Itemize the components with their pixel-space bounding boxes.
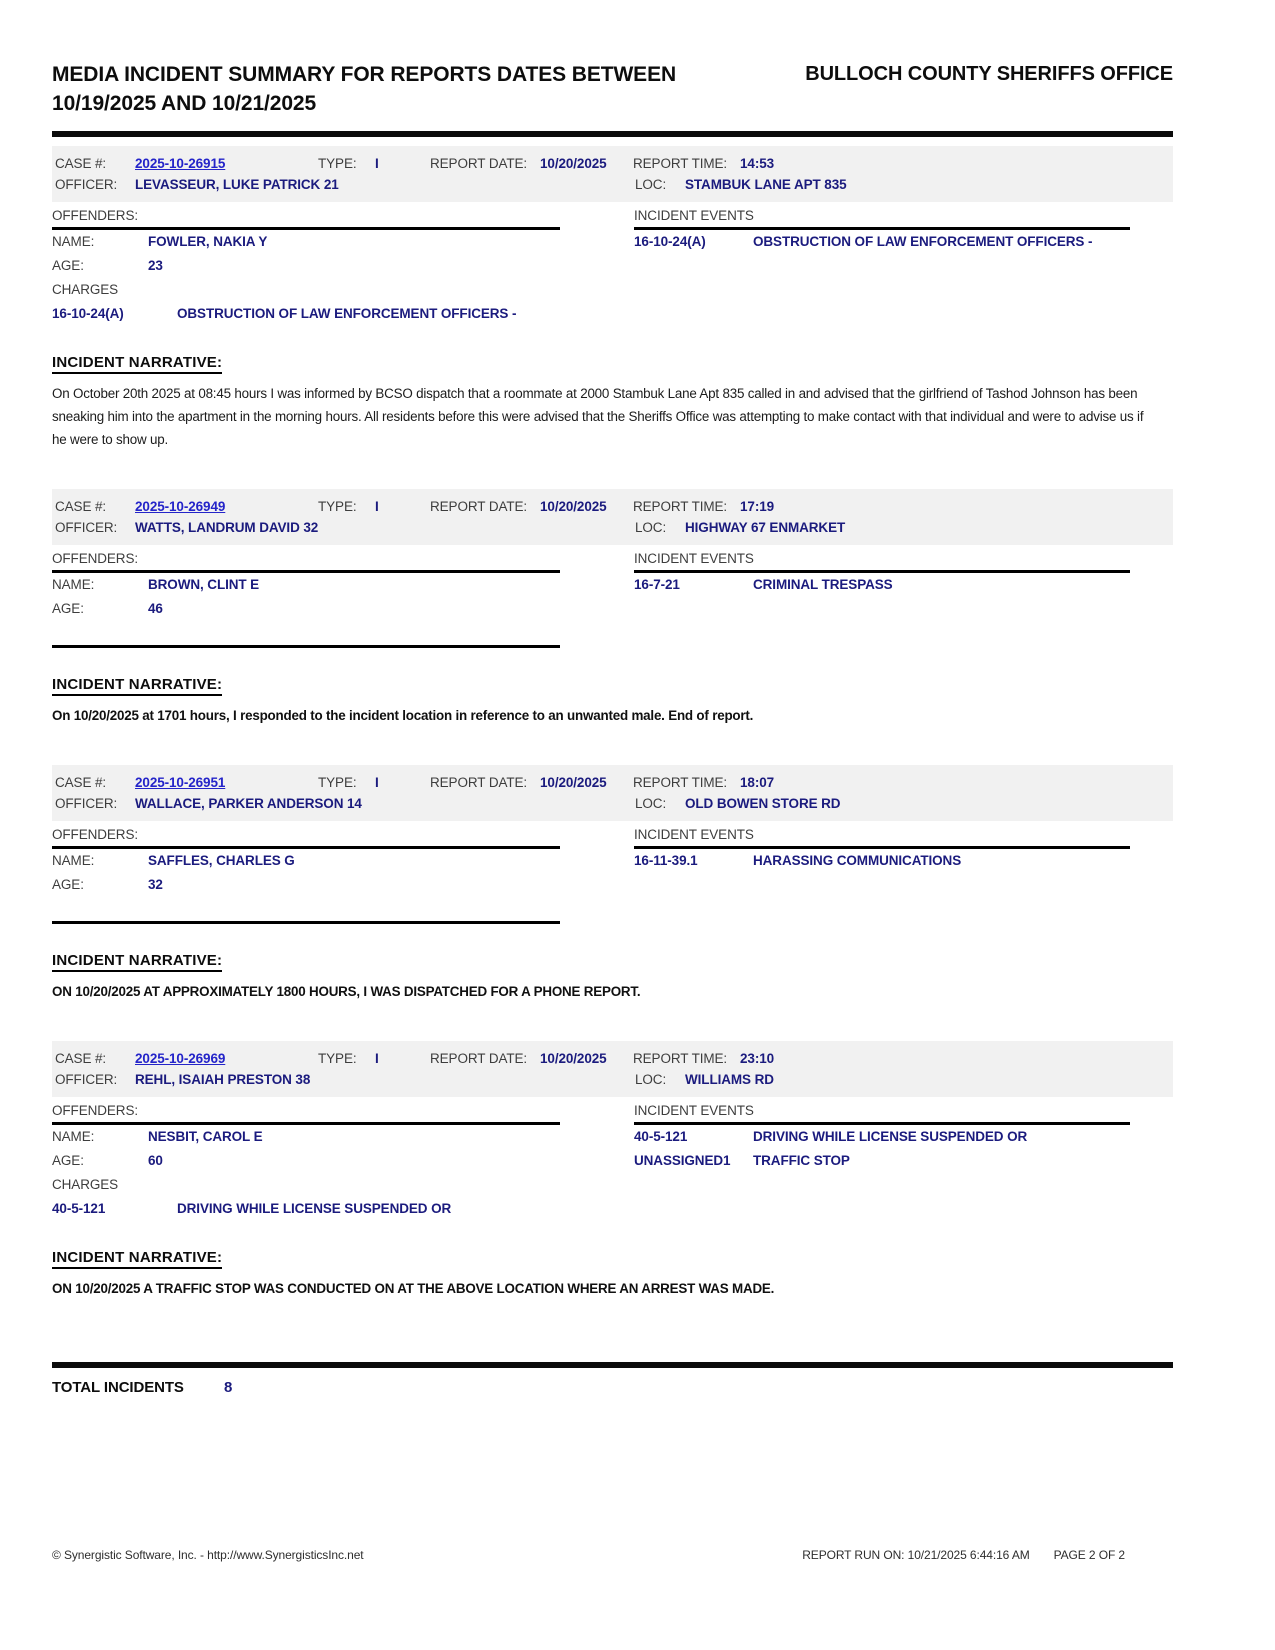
event-row [634,573,1173,597]
report-time-label: REPORT TIME: [633,156,728,171]
incident-block-3 [52,765,1173,1003]
offender-name-value: BROWN, CLINT E [148,577,260,592]
page-title: MEDIA INCIDENT SUMMARY FOR REPORTS DATES BETWEEN 10/19/2025 AND 10/21/2025 [52,63,677,115]
report-time-value: 17:19 [740,499,775,514]
total-incidents-row [52,1379,1173,1396]
type-value: I [375,156,379,171]
offender-name-row [52,1125,634,1149]
event-description: TRAFFIC STOP [753,1153,850,1168]
loc-value: WILLIAMS RD [685,1072,774,1087]
header-divider [52,131,1173,137]
offender-age-value: 23 [148,258,163,273]
offenders-column [52,1101,634,1221]
offender-name-row [52,230,634,254]
offenders-header: OFFENDERS: [52,551,139,566]
case-number-link[interactable]: 2025-10-26949 [135,499,226,514]
total-incidents-value: 8 [224,1379,233,1396]
event-description: HARASSING COMMUNICATIONS [753,853,962,868]
report-date-value: 10/20/2025 [540,1051,607,1066]
charge-code: 16-10-24(A) [52,306,124,321]
events-column [634,206,1173,326]
loc-label: LOC: [635,1072,667,1087]
report-date-value: 10/20/2025 [540,499,607,514]
report-time-value: 18:07 [740,775,775,790]
offender-age-row [52,597,634,621]
case-label: CASE #: [55,499,107,514]
charge-row [52,1197,634,1221]
officer-label: OFFICER: [55,520,118,535]
page-footer [52,1548,1125,1562]
incident-header-band [52,1041,1173,1097]
event-row [634,849,1173,873]
report-time-label: REPORT TIME: [633,499,728,514]
agency-title: BULLOCH COUNTY SHERIFFS OFFICE [805,63,1173,85]
type-label: TYPE: [318,1051,357,1066]
offender-age-label: AGE: [52,1153,84,1168]
report-date-value: 10/20/2025 [540,156,607,171]
event-code: UNASSIGNED1 [634,1153,731,1168]
narrative-text: ON 10/20/2025 AT APPROXIMATELY 1800 HOURS, I WAS DISPATCHED FOR A PHONE REPORT. [52,984,641,999]
case-number-link[interactable]: 2025-10-26951 [135,775,226,790]
charge-description: DRIVING WHILE LICENSE SUSPENDED OR [177,1201,452,1216]
incident-block-2 [52,489,1173,727]
offender-age-row [52,873,634,897]
type-value: I [375,1051,379,1066]
incident-header-band [52,765,1173,821]
type-label: TYPE: [318,499,357,514]
loc-label: LOC: [635,520,667,535]
incident-body [52,206,1173,326]
charge-code: 40-5-121 [52,1201,106,1216]
event-row [634,230,1173,254]
report-header [52,60,1173,118]
narrative-text: On October 20th 2025 at 08:45 hours I was informed by BCSO dispatch that a roommate at 2000 Stambuk Lane Apt 835 called in and advised that the girlfriend of Tashod Johnson has been sneaking him into the apartment in the morning hours. All residents before this were advised that the Sheriffs Office was attempting to make contact with that individual and were to advise us if he were to show up. [52,386,1144,447]
event-description: OBSTRUCTION OF LAW ENFORCEMENT OFFICERS - [753,234,1093,249]
event-code: 16-10-24(A) [634,234,706,249]
case-label: CASE #: [55,1051,107,1066]
offenders-column [52,549,634,648]
incident-header-row-1 [55,496,1165,517]
report-time-value: 14:53 [740,156,775,171]
type-label: TYPE: [318,156,357,171]
events-column [634,549,1173,648]
case-number-link[interactable]: 2025-10-26915 [135,156,226,171]
report-time-label: REPORT TIME: [633,775,728,790]
incident-body [52,825,1173,924]
incident-header-row-1 [55,153,1165,174]
offender-age-row [52,254,634,278]
incident-header-row-2 [55,793,1165,814]
event-row [634,1149,1173,1173]
case-label: CASE #: [55,775,107,790]
incident-header-row-2 [55,174,1165,195]
footer-page-number: PAGE 2 OF 2 [1053,1548,1125,1562]
loc-value: STAMBUK LANE APT 835 [685,177,847,192]
report-date-value: 10/20/2025 [540,775,607,790]
report-date-label: REPORT DATE: [430,499,528,514]
report-time-value: 23:10 [740,1051,775,1066]
offender-name-label: NAME: [52,577,95,592]
incident-block-4 [52,1041,1173,1300]
narrative-text: ON 10/20/2025 A TRAFFIC STOP WAS CONDUCTED ON AT THE ABOVE LOCATION WHERE AN ARREST WAS MADE. [52,1281,775,1296]
offender-name-value: FOWLER, NAKIA Y [148,234,268,249]
narrative-heading: INCIDENT NARRATIVE: [52,676,222,696]
offenders-header: OFFENDERS: [52,1103,139,1118]
narrative-text: On 10/20/2025 at 1701 hours, I responded to the incident location in reference to an unwanted male. End of report. [52,708,754,723]
total-divider [52,1362,1173,1368]
offenders-column [52,206,634,326]
incident-header-band [52,489,1173,545]
offenders-column [52,825,634,924]
offender-name-label: NAME: [52,234,95,249]
offender-age-label: AGE: [52,601,84,616]
events-column [634,1101,1173,1221]
event-code: 40-5-121 [634,1129,688,1144]
loc-label: LOC: [635,177,667,192]
charge-row [52,302,634,326]
incident-header-row-2 [55,517,1165,538]
officer-value: LEVASSEUR, LUKE PATRICK 21 [135,177,339,192]
offender-name-label: NAME: [52,1129,95,1144]
offenders-header: OFFENDERS: [52,208,139,223]
type-label: TYPE: [318,775,357,790]
offender-name-value: NESBIT, CAROL E [148,1129,263,1144]
offenders-header: OFFENDERS: [52,827,139,842]
event-code: 16-11-39.1 [634,853,698,868]
footer-copyright: © Synergistic Software, Inc. - http://www.SynergisticsInc.net [52,1548,364,1562]
loc-value: OLD BOWEN STORE RD [685,796,841,811]
offender-age-row [52,1149,634,1173]
incident-events-header: INCIDENT EVENTS [634,551,754,566]
incident-header-row-1 [55,772,1165,793]
incident-body [52,1101,1173,1221]
officer-label: OFFICER: [55,796,118,811]
event-row [634,1125,1173,1149]
charge-description: OBSTRUCTION OF LAW ENFORCEMENT OFFICERS - [177,306,517,321]
offender-age-value: 32 [148,877,163,892]
incident-body [52,549,1173,648]
report-date-label: REPORT DATE: [430,156,528,171]
officer-value: WATTS, LANDRUM DAVID 32 [135,520,319,535]
report-date-label: REPORT DATE: [430,775,528,790]
incident-header-row-1 [55,1048,1165,1069]
officer-value: REHL, ISAIAH PRESTON 38 [135,1072,311,1087]
case-number-link[interactable]: 2025-10-26969 [135,1051,226,1066]
offender-age-value: 46 [148,601,163,616]
event-description: CRIMINAL TRESPASS [753,577,893,592]
case-label: CASE #: [55,156,107,171]
offender-age-value: 60 [148,1153,163,1168]
footer-report-run: REPORT RUN ON: 10/21/2025 6:44:16 AM [802,1548,1030,1562]
officer-value: WALLACE, PARKER ANDERSON 14 [135,796,362,811]
total-incidents-label: TOTAL INCIDENTS [52,1379,184,1396]
incident-header-row-2 [55,1069,1165,1090]
offender-name-label: NAME: [52,853,95,868]
offender-age-label: AGE: [52,258,84,273]
loc-value: HIGHWAY 67 ENMARKET [685,520,846,535]
narrative-heading: INCIDENT NARRATIVE: [52,1249,222,1269]
offender-age-label: AGE: [52,877,84,892]
officer-label: OFFICER: [55,177,118,192]
loc-label: LOC: [635,796,667,811]
offender-name-row [52,849,634,873]
report-date-label: REPORT DATE: [430,1051,528,1066]
events-column [634,825,1173,924]
incident-events-header: INCIDENT EVENTS [634,208,754,223]
report-time-label: REPORT TIME: [633,1051,728,1066]
event-code: 16-7-21 [634,577,680,592]
offender-name-value: SAFFLES, CHARLES G [148,853,295,868]
narrative-heading: INCIDENT NARRATIVE: [52,952,222,972]
incident-header-band [52,146,1173,202]
incident-block-1 [52,146,1173,451]
charges-header: CHARGES [52,1177,119,1192]
type-value: I [375,775,379,790]
incident-events-header: INCIDENT EVENTS [634,827,754,842]
event-description: DRIVING WHILE LICENSE SUSPENDED OR [753,1129,1028,1144]
narrative-heading: INCIDENT NARRATIVE: [52,354,222,374]
offender-name-row [52,573,634,597]
type-value: I [375,499,379,514]
incident-events-header: INCIDENT EVENTS [634,1103,754,1118]
officer-label: OFFICER: [55,1072,118,1087]
charges-header: CHARGES [52,282,119,297]
